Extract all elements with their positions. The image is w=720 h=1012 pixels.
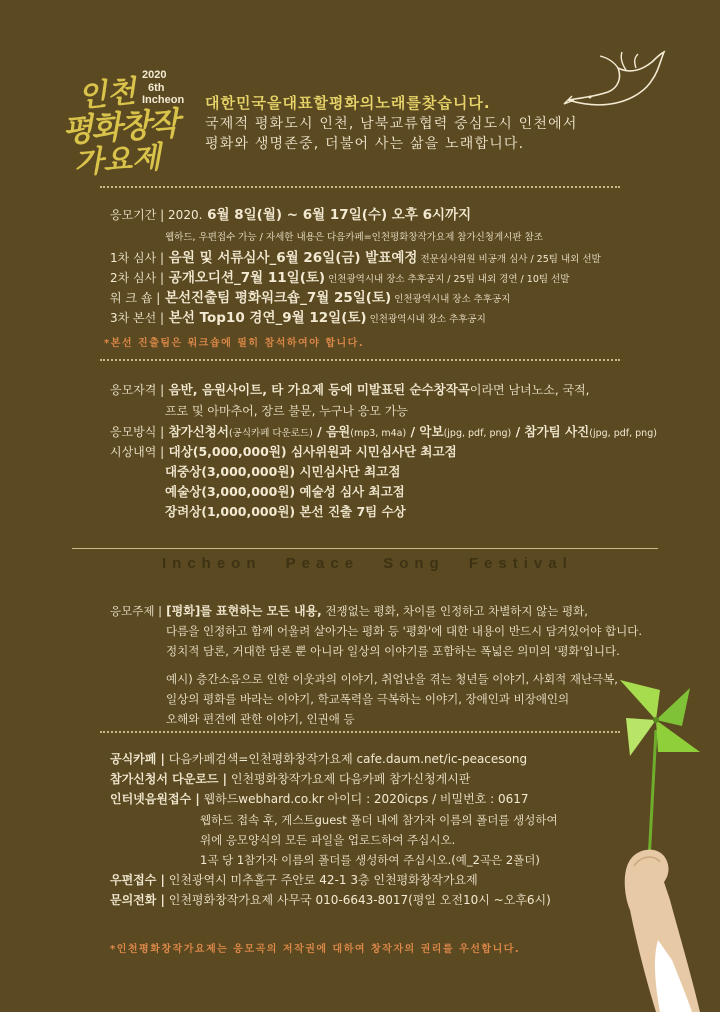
- inquiry-phone: [110, 890, 551, 910]
- method-application-note: (공식카페 다운로드): [228, 428, 313, 439]
- pinwheel-icon: [620, 680, 700, 756]
- prize-grand-text: 대상(5,000,000원) 심사위원과 시민심사단 최고점: [164, 444, 457, 459]
- mail-submission: [110, 870, 478, 890]
- download-label: 참가신청서 다운로드 |: [110, 772, 228, 786]
- final-label: 3차 본선 |: [110, 311, 165, 325]
- theme-line-3: 정치적 담론, 거대한 담론 뿐 아니라 일상의 이야기를 포함하는 폭넓은 의미의 '평화'입니다.: [166, 644, 620, 658]
- workshop-note: 인천광역시내 장소 추후공지: [391, 294, 511, 305]
- submission-method: [110, 422, 657, 444]
- period-dates: 6월 8일(월) ~ 6월 17일(수) 오후 6시까지: [202, 207, 472, 223]
- period-year: 2020.: [164, 208, 203, 222]
- logo-edition: 6th: [148, 82, 165, 94]
- copyright-note: *인천평화창작가요제는 응모곡의 저작권에 대하여 창작자의 권리를 우선합니다.: [110, 944, 521, 955]
- festival-title: Incheon Peace Song Festival: [162, 555, 573, 572]
- prize-popular: 대중상(3,000,000원) 시민심사단 최고점: [165, 464, 401, 479]
- headline: 대한민국을대표할평화의노래를찾습니다.: [205, 94, 491, 112]
- schedule-round-1: [110, 248, 601, 270]
- logo-year: 2020: [142, 69, 167, 81]
- dove-icon: [560, 48, 670, 118]
- qualification: [110, 380, 589, 400]
- intro-text: [205, 114, 578, 154]
- method-score: / 악보: [406, 424, 444, 439]
- workshop-main: 본선진출팀 평화워크숍_7월 25일(토): [160, 290, 392, 306]
- logo-city-en: Incheon: [142, 94, 185, 106]
- online-text: 웹하드webhard.co.kr 아이디 : 2020icps / 비밀번호 : 0617: [199, 792, 529, 806]
- method-application: 참가신청서: [164, 424, 229, 439]
- round-2-label: 2차 심사 |: [110, 271, 165, 285]
- qualification-main: 음반, 음원사이트, 타 가요제 등에 미발표된 순수창작곡: [164, 382, 470, 397]
- method-audio: / 음원: [312, 424, 351, 439]
- online-label: 인터넷음원접수 |: [110, 792, 200, 806]
- schedule-round-2: [110, 268, 569, 290]
- round-2-main: 공개오디션_7월 11일(토): [164, 270, 326, 286]
- prize-art: 예술상(3,000,000원) 예술성 심사 최고점: [165, 484, 405, 499]
- workshop-label: 워 크 숍 |: [110, 291, 161, 305]
- intro-line-2: 평화와 생명존중, 더불어 사는 삶을 노래합니다.: [205, 136, 525, 152]
- qualification-label: 응모자격 |: [110, 383, 165, 397]
- qualification-rest: 이라면 남녀노소, 국적,: [469, 383, 590, 397]
- divider: [100, 731, 620, 733]
- method-label: 응모방식 |: [110, 425, 165, 439]
- mail-text: 인천광역시 미추홀구 주안로 42-1 3층 인천평화창작가요제: [164, 873, 478, 887]
- inquiry-text: 인천평화창작가요제 사무국 010-6643-8017(평일 오전10시 ~오후6시): [164, 893, 551, 907]
- final-main: 본선 Top10 경연_9월 12일(토): [164, 310, 367, 326]
- application-download: [110, 769, 470, 789]
- method-photo: / 참가팀 사진: [511, 424, 590, 439]
- cafe-text: 다음카페검색=인천평화창작가요제 cafe.daum.net/ic-peacesong: [164, 752, 528, 766]
- round-2-note: 인천광역시내 장소 추후공지 / 25팀 내외 경연 / 10팀 선발: [325, 274, 570, 285]
- official-cafe: [110, 749, 527, 769]
- schedule-workshop: [110, 288, 510, 310]
- theme-example-2: 일상의 평화를 바라는 이야기, 학교폭력을 극복하는 이야기, 장애인과 비장애인의: [166, 692, 570, 706]
- method-score-note: (jpg, pdf, png): [443, 428, 512, 439]
- round-1-main: 음원 및 서류심사_6월 26일(금) 발표예정: [164, 250, 418, 266]
- prize-grand: [110, 442, 457, 462]
- divider: [100, 186, 620, 188]
- schedule-final: [110, 308, 486, 330]
- online-note-3: 1곡 당 1참가자 이름의 폴더를 생성하여 주십시오.(예_2곡은 2폴더): [200, 853, 540, 867]
- prize-encouragement: 장려상(1,000,000원) 본선 진출 7팀 수상: [165, 504, 406, 519]
- method-audio-note: (mp3, m4a): [350, 428, 407, 439]
- intro-line-1: 국제적 평화도시 인천, 남북교류협력 중심도시 인천에서: [205, 116, 578, 132]
- theme-label: 응모주제 |: [110, 604, 162, 618]
- qualification-line-2: 프로 및 아마추어, 장르 불문, 누구나 응모 가능: [165, 404, 408, 418]
- online-submission: [110, 789, 529, 809]
- round-1-label: 1차 심사 |: [110, 251, 165, 265]
- logo-line-1: 인천: [76, 74, 138, 115]
- final-note: 인천광역시내 장소 추후공지: [366, 314, 486, 325]
- theme: [110, 601, 588, 621]
- round-1-note: 전문심사위원 비공개 심사 / 25팀 내외 선발: [417, 254, 601, 265]
- hand-arm-icon: [625, 850, 700, 1012]
- download-text: 인천평화창작가요제 다음카페 참가신청게시판: [227, 772, 471, 786]
- method-photo-note: (jpg, pdf, png): [589, 428, 657, 439]
- period-label: 응모기간 |: [110, 208, 165, 222]
- theme-example-1: 예시) 층간소음으로 인한 이웃과의 이야기, 취업난을 겪는 청년들 이야기, 사회적 재난극복,: [166, 672, 618, 686]
- online-note-1: 웹하드 접속 후, 게스트guest 폴더 내에 참가자 이름의 폴더를 생성하여: [200, 813, 558, 827]
- theme-rest: 전쟁없는 평화, 차이를 인정하고 차별하지 않는 평화,: [321, 604, 588, 618]
- pinwheel-hand-illustration: [560, 660, 720, 1012]
- mail-label: 우편접수 |: [110, 873, 165, 887]
- theme-example-3: 오해와 편견에 관한 이야기, 인권애 등: [166, 712, 355, 726]
- divider: [100, 359, 620, 361]
- prize-label: 시상내역 |: [110, 445, 165, 459]
- period-note: 웹하드, 우편접수 가능 / 자세한 내용은 다음카페=인천평화창작가요제 참가신청게시판 참조: [165, 232, 543, 243]
- online-note-2: 위에 응모양식의 모든 파일을 업로드하여 주십시오.: [200, 833, 456, 847]
- divider: [72, 548, 658, 549]
- logo-line-3: 가요제: [72, 140, 163, 181]
- workshop-warning: *본선 진출팀은 워크숍에 필히 참석하여야 합니다.: [104, 338, 365, 349]
- schedule-period: [110, 205, 471, 225]
- logo-line-2: 평화창작: [60, 104, 179, 150]
- cafe-label: 공식카페 |: [110, 752, 165, 766]
- theme-line-2: 다름을 인정하고 함께 어울려 살아가는 평화 등 '평화'에 대한 내용이 반드시 담겨있어야 합니다.: [166, 624, 642, 638]
- inquiry-label: 문의전화 |: [110, 893, 165, 907]
- theme-main: [평화]를 표현하는 모든 내용,: [161, 604, 322, 618]
